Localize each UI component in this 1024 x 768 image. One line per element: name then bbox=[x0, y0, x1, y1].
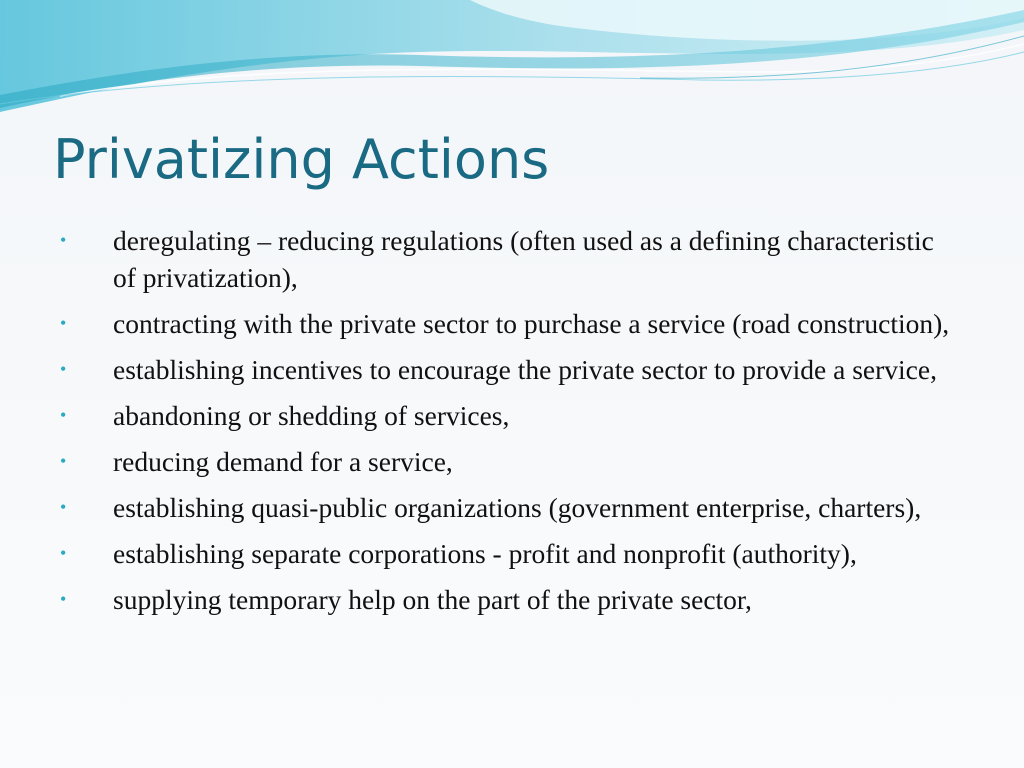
bullet-text: reducing demand for a service, bbox=[113, 446, 453, 477]
bullet-text: establishing separate corporations - profit and nonprofit (authority), bbox=[113, 538, 857, 569]
bullet-text: supplying temporary help on the part of the private sector, bbox=[113, 584, 752, 615]
bullet-icon: • bbox=[60, 313, 67, 333]
bullet-text: abandoning or shedding of services, bbox=[113, 400, 510, 431]
bullet-item bbox=[60, 305, 960, 342]
bullet-list bbox=[60, 222, 960, 627]
bullet-icon: • bbox=[60, 589, 67, 609]
bullet-icon: • bbox=[60, 543, 67, 563]
bullet-icon: • bbox=[60, 230, 67, 250]
bullet-item bbox=[60, 443, 960, 480]
bullet-icon: • bbox=[60, 405, 67, 425]
bullet-item bbox=[60, 489, 960, 526]
bullet-item bbox=[60, 581, 960, 618]
bullet-text: establishing quasi-public organizations (government enterprise, charters), bbox=[113, 492, 922, 523]
bullet-icon: • bbox=[60, 359, 67, 379]
bullet-text: establishing incentives to encourage the private sector to provide a service, bbox=[113, 354, 937, 385]
bullet-icon: • bbox=[60, 497, 67, 517]
bullet-text: deregulating – reducing regulations (often used as a defining characteristic of privatization), bbox=[113, 225, 934, 293]
slide-title: Privatizing Actions bbox=[53, 128, 550, 191]
bullet-text: contracting with the private sector to purchase a service (road construction), bbox=[113, 308, 950, 339]
header-wave-decoration bbox=[0, 0, 1024, 120]
bullet-item bbox=[60, 397, 960, 434]
bullet-item bbox=[60, 351, 960, 388]
bullet-item bbox=[60, 535, 960, 572]
bullet-item bbox=[60, 222, 960, 296]
bullet-icon: • bbox=[60, 451, 67, 471]
